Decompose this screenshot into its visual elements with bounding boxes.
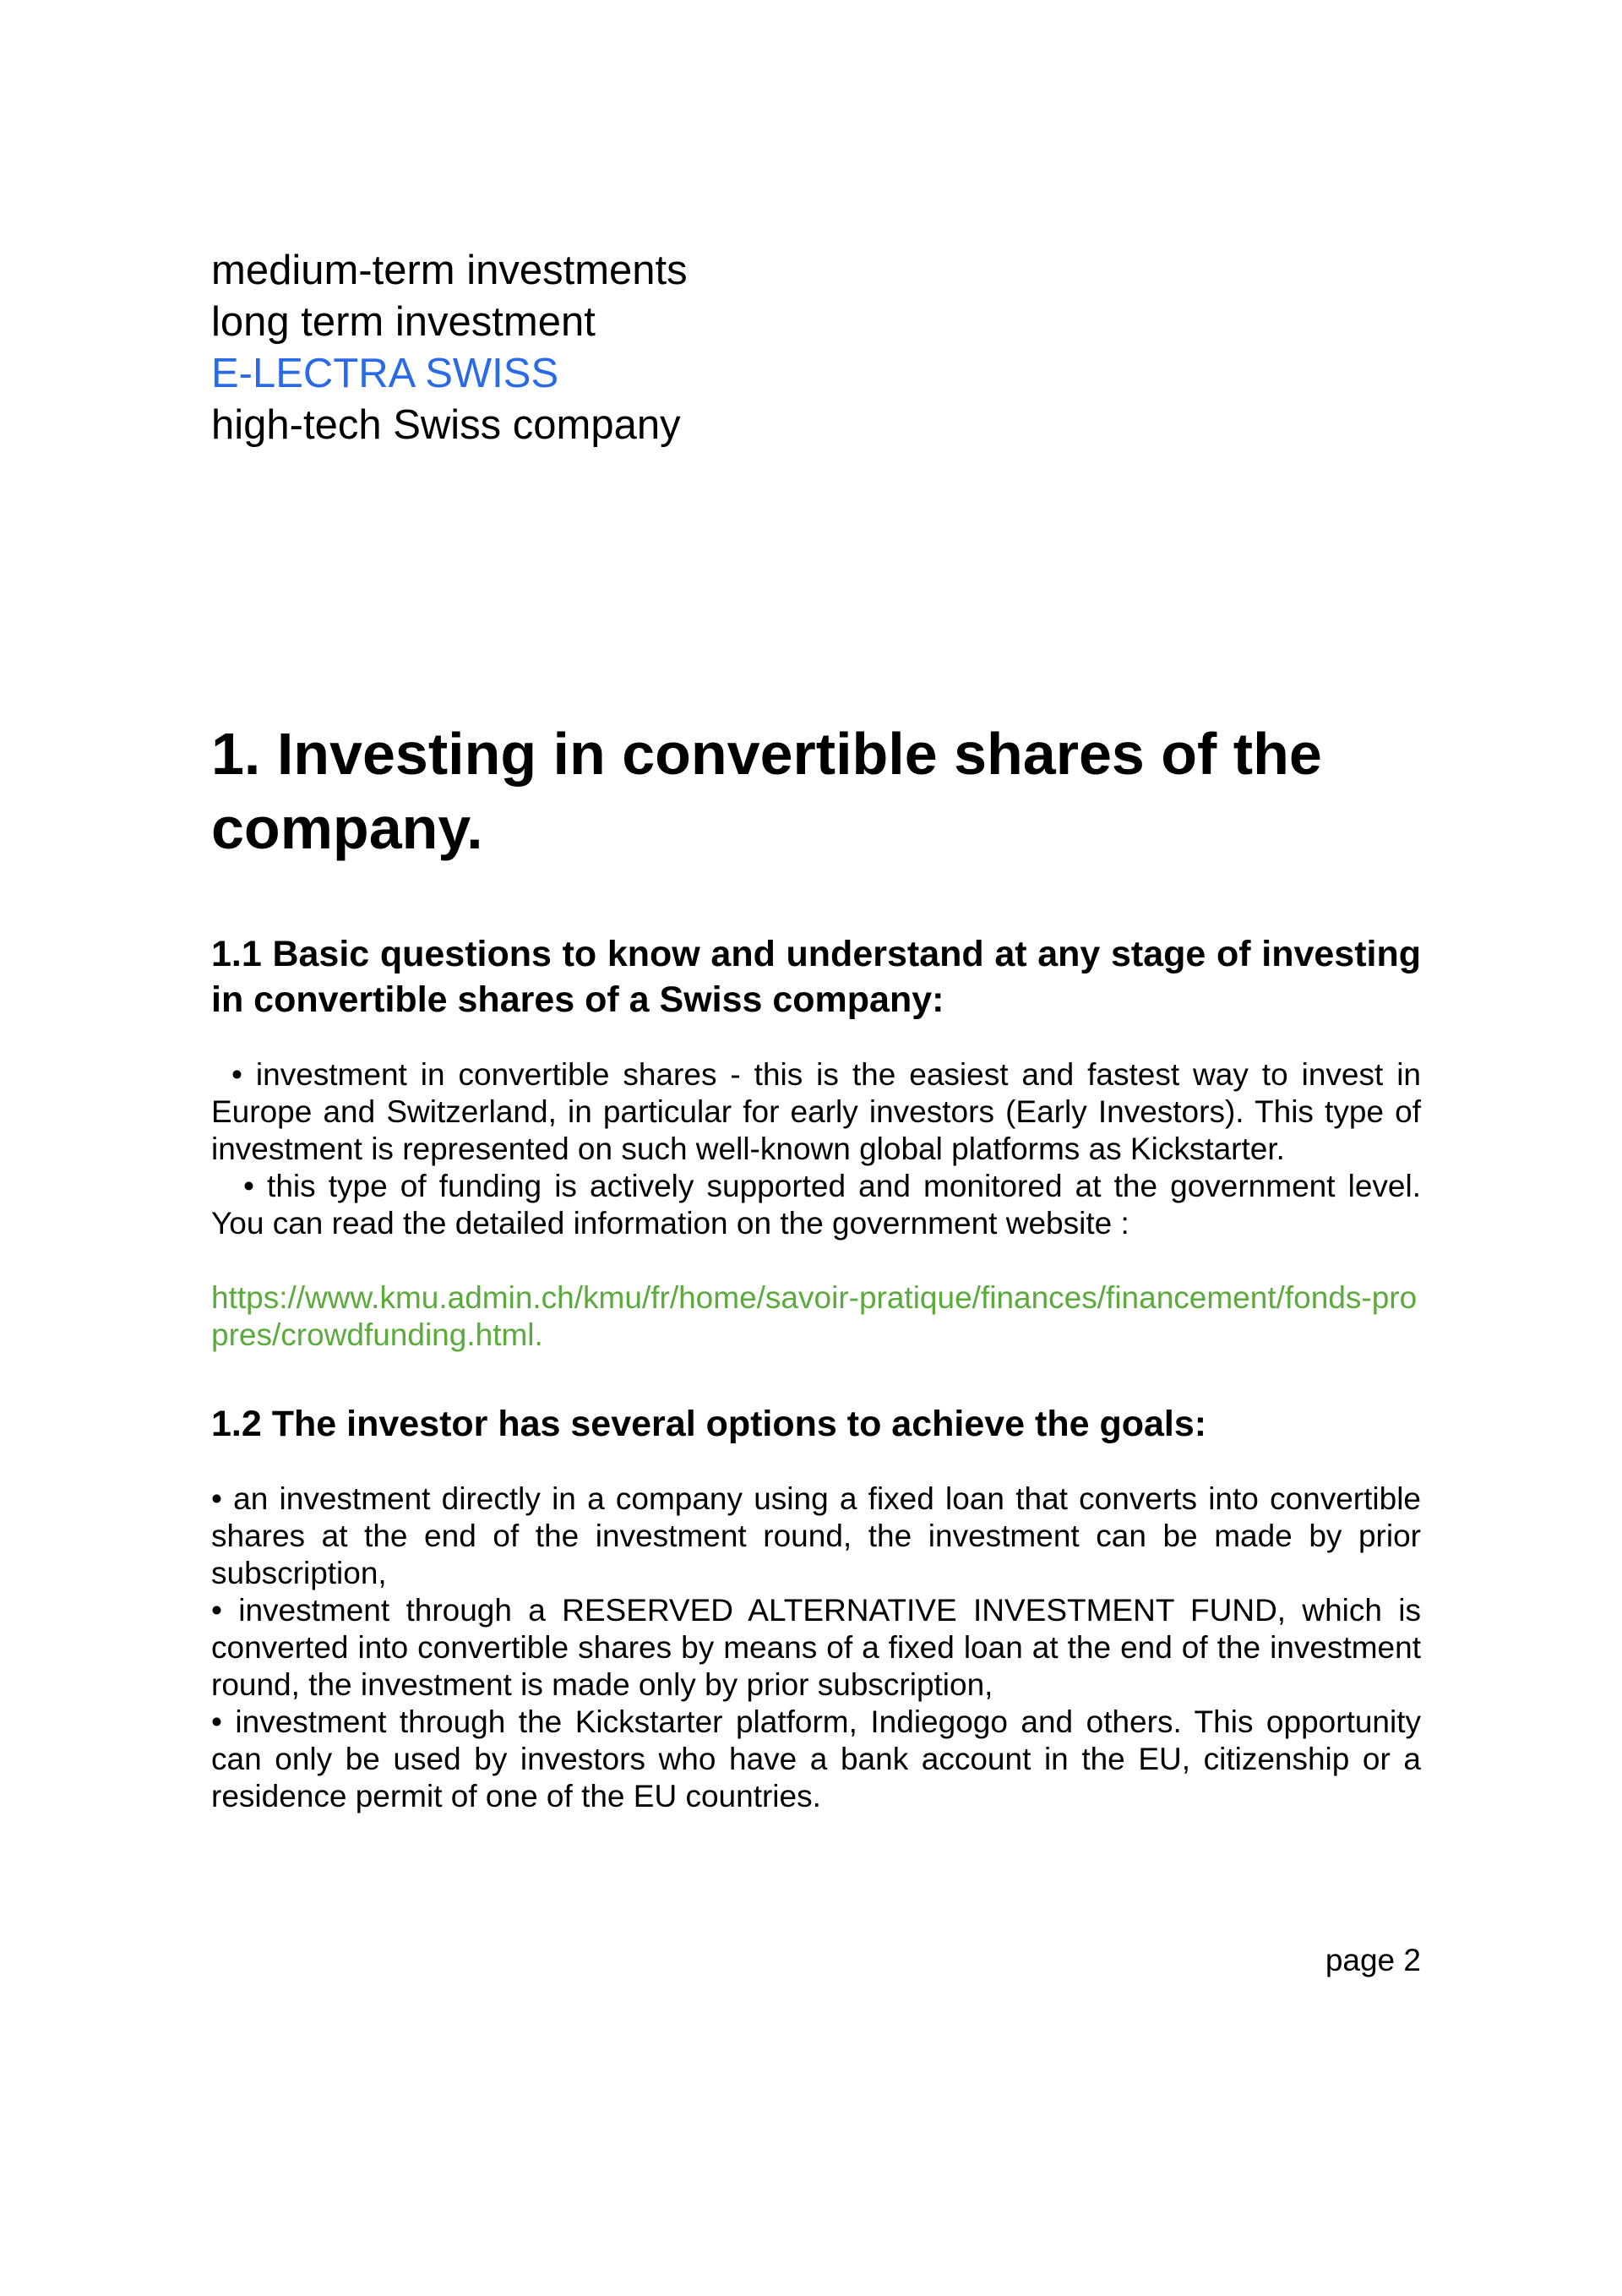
section-1-title: 1. Investing in convertible shares of the company.	[211, 721, 1322, 861]
header-line-long-term: long term investment	[211, 299, 596, 345]
page-number: page 2	[1325, 1943, 1421, 1977]
section-1-2-heading: 1.2 The investor has several options to achieve the goals:	[211, 1404, 1207, 1444]
header-line-medium-term: medium-term investments	[211, 248, 688, 293]
header-block	[211, 245, 1056, 451]
option-reserved-fund: • investment through a RESERVED ALTERNATIVE INVESTMENT FUND, which is converted into convertible shares by means of a fixed loan at the end of the investment round, the investment is made only by prior subscription,	[211, 1593, 1421, 1702]
government-website-link[interactable]: https://www.kmu.admin.ch/kmu/fr/home/savoir-pratique/finances/financement/fonds-propres/crowdfunding.html.	[211, 1280, 1418, 1352]
brand-name: E-LECTRA SWISS	[211, 351, 559, 396]
option-direct-investment: • an investment directly in a company using a fixed loan that converts into convertible shares at the end of the investment round, the investment can be made by prior subscription,	[211, 1481, 1421, 1590]
option-kickstarter: • investment through the Kickstarter platform, Indiegogo and others. This opportunity can only be used by investors who have a bank account in the EU, citizenship or a residence permit of one of the EU countries.	[211, 1704, 1421, 1813]
header-line-company: high-tech Swiss company	[211, 402, 681, 448]
section-1-1-heading: 1.1 Basic questions to know and understand at any stage of investing in convertible shares of a Swiss company:	[211, 934, 1421, 1020]
main-content	[211, 717, 1421, 1815]
bullet-convertible-shares: • investment in convertible shares - this is the easiest and fastest way to invest in Europe and Switzerland, in particular for early investors (Early Investors). This type of investment is represented on such well-known global platforms as Kickstarter.	[211, 1057, 1421, 1166]
bullet-government-support: • this type of funding is actively supported and monitored at the government level. You can read the detailed information on the government website :	[211, 1169, 1421, 1241]
